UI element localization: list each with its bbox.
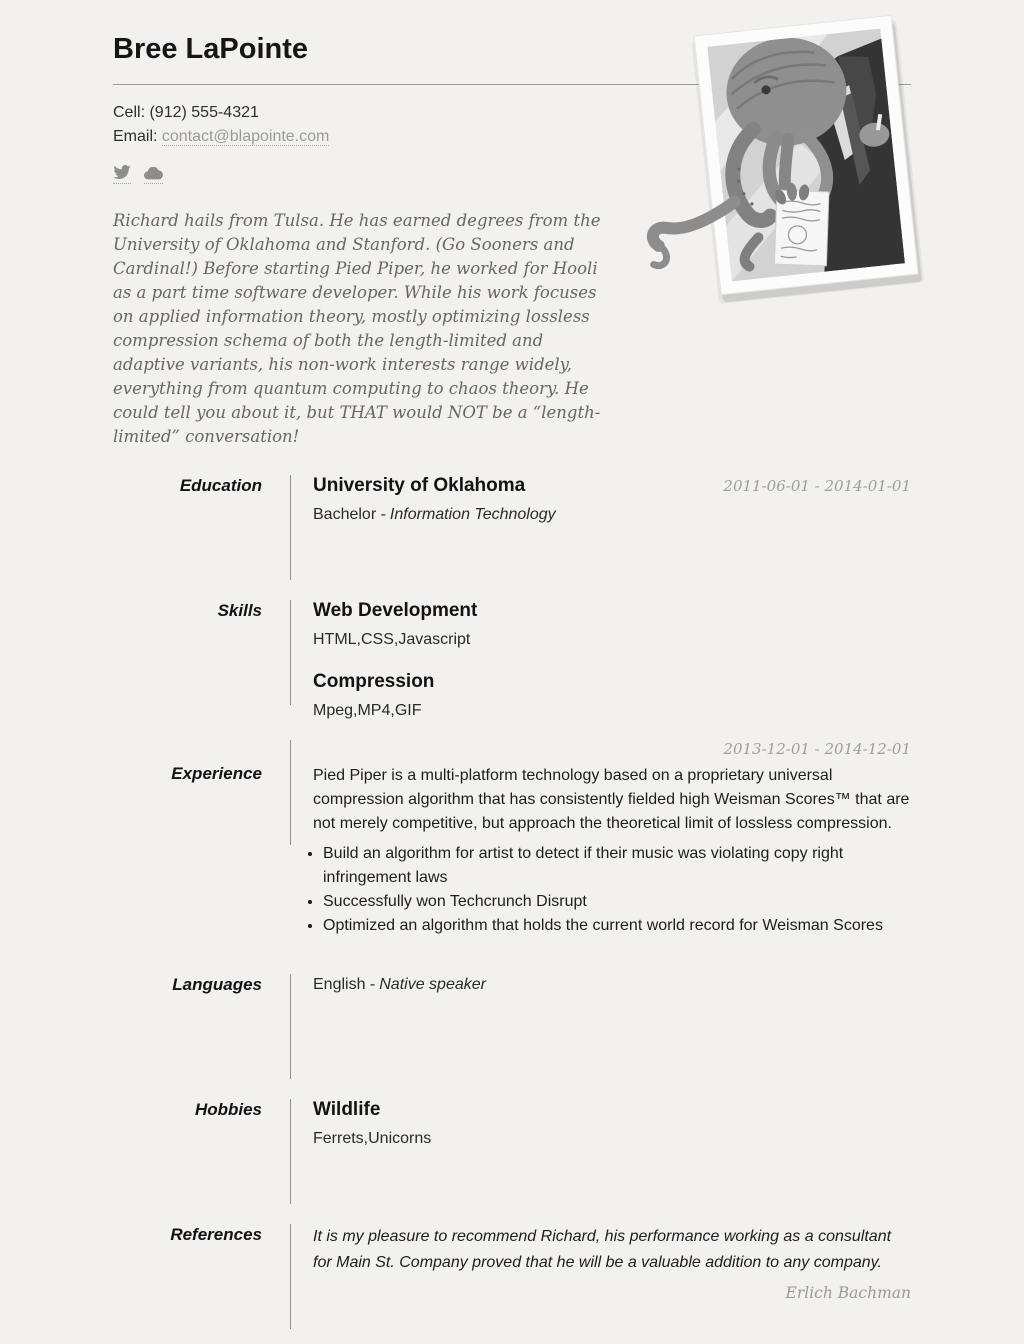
resume-sections bbox=[113, 475, 911, 1329]
hobby-title: Wildlife bbox=[313, 1099, 381, 1120]
references-content bbox=[291, 1224, 911, 1329]
skill-keywords: Mpeg,MP4,GIF bbox=[313, 702, 422, 719]
section-label-experience: Experience bbox=[171, 764, 262, 783]
education-degree-line bbox=[313, 506, 911, 524]
hobby-keywords: Ferrets,Unicorns bbox=[313, 1130, 432, 1147]
page-title: Bree LaPointe bbox=[113, 33, 308, 65]
hobbies-content bbox=[291, 1099, 911, 1204]
skill-entry bbox=[313, 671, 911, 720]
education-content bbox=[291, 475, 911, 580]
photo-image bbox=[707, 28, 905, 282]
section-education bbox=[113, 475, 911, 580]
resume-page bbox=[113, 0, 911, 1329]
experience-summary: Pied Piper is a multi-platform technology based on a proprietary universal compression algorithm that has consistently fielded high Weisman Scores™ that are not merely competitive, but approach the theoretical limit of lossless compression. bbox=[313, 767, 910, 832]
section-languages bbox=[113, 974, 911, 1079]
cloud-link[interactable] bbox=[144, 167, 163, 184]
cell-value: (912) 555-4321 bbox=[149, 104, 259, 121]
skill-title: Web Development bbox=[313, 600, 478, 621]
summary-text: Richard hails from Tulsa. He has earned degrees from the University of Oklahoma and Stanford. (Go Sooners and Cardinal!) Before starting Pied Piper, he worked for Hooli as a part time software developer. While his work focuses on applied information theory, mostly optimizing lossless compression schema of both the length-limited and adaptive variants, his non-work interests range widely, everything from quantum computing to chaos theory. He could tell you about it, but THAT would NOT be a “length-limited” conversation! bbox=[113, 211, 601, 446]
education-entry-head bbox=[313, 475, 911, 497]
email-label: Email: bbox=[113, 128, 158, 145]
section-hobbies bbox=[113, 1099, 911, 1204]
languages-content bbox=[291, 974, 911, 1079]
section-label-hobbies: Hobbies bbox=[194, 1100, 262, 1119]
section-label-references: References bbox=[170, 1225, 262, 1244]
experience-content bbox=[291, 740, 911, 954]
experience-highlights bbox=[313, 842, 911, 938]
experience-date: 2013-12-01 - 2014-12-01 bbox=[723, 740, 911, 758]
language-fluency: Native speaker bbox=[379, 976, 486, 993]
education-date: 2011-06-01 - 2014-01-01 bbox=[723, 477, 911, 495]
cell-label: Cell: bbox=[113, 104, 146, 121]
twitter-icon bbox=[113, 165, 131, 180]
email-link[interactable]: contact@blapointe.com bbox=[161, 128, 330, 145]
photo-frame bbox=[630, 15, 924, 310]
education-institution: University of Oklahoma bbox=[313, 475, 526, 496]
section-label-skills: Skills bbox=[217, 601, 262, 620]
section-references bbox=[113, 1224, 911, 1329]
experience-highlight: • Optimized an algorithm that holds the current world record for Weisman Scores bbox=[323, 914, 911, 938]
cloud-icon bbox=[144, 167, 163, 180]
skills-content bbox=[291, 600, 911, 720]
twitter-link[interactable] bbox=[113, 165, 131, 184]
language-line bbox=[313, 974, 911, 994]
reference-name: Erlich Bachman bbox=[785, 1284, 911, 1302]
education-field: Information Technology bbox=[389, 506, 556, 523]
experience-highlight: • Build an algorithm for artist to detect if their music was violating copy right infringement laws bbox=[323, 842, 911, 890]
section-label-education: Education bbox=[179, 476, 262, 495]
experience-highlight: • Successfully won Techcrunch Disrupt bbox=[323, 890, 911, 914]
education-degree: Bachelor - bbox=[313, 506, 386, 523]
section-experience bbox=[113, 740, 911, 954]
reference-quote: It is my pleasure to recommend Richard, his performance working as a consultant for Main St. Company proved that he will be a valuable addition to any company. bbox=[313, 1228, 892, 1271]
section-skills bbox=[113, 600, 911, 720]
profile-photo bbox=[630, 2, 930, 317]
language-name: English - bbox=[313, 976, 376, 993]
skill-entry bbox=[313, 600, 911, 649]
section-label-languages: Languages bbox=[172, 975, 262, 994]
skill-title: Compression bbox=[313, 671, 435, 692]
cthulhu-business-portrait-photo bbox=[630, 2, 930, 317]
skill-keywords: HTML,CSS,Javascript bbox=[313, 631, 471, 648]
